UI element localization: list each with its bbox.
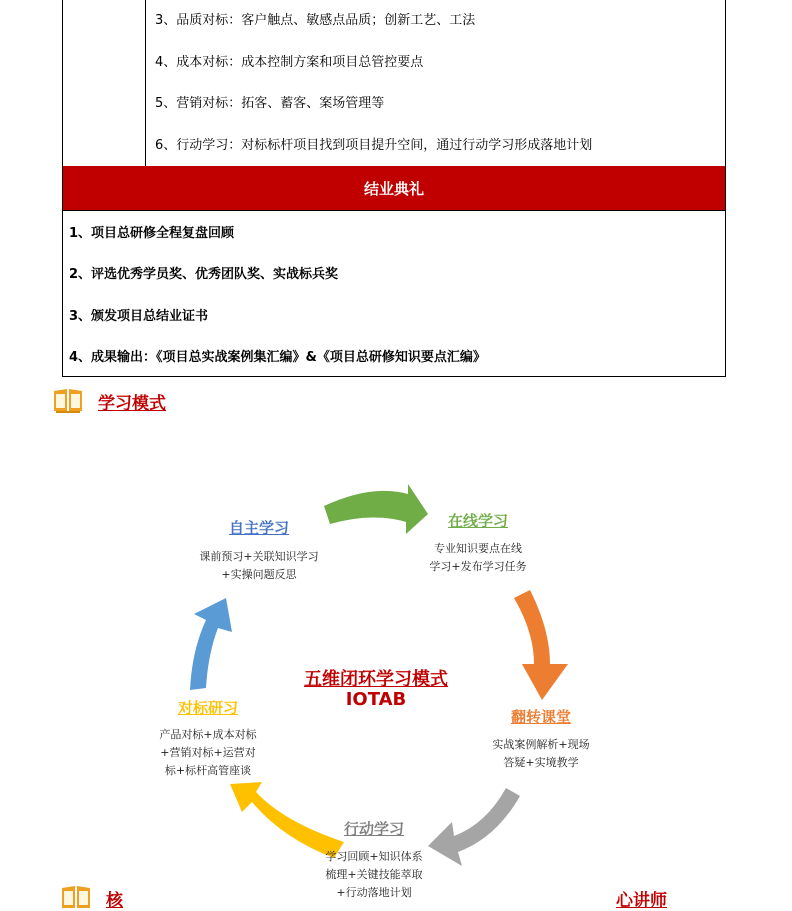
node-title-online: 在线学习 (447, 512, 509, 530)
desc-line: 实战案例解析+现场 (492, 738, 590, 751)
book-icon (60, 884, 92, 910)
desc-line: 答疑+实境教学 (503, 756, 579, 769)
graduation-item: 3、颁发项目总结业证书 (69, 309, 209, 324)
diagram-center-title: 五维闭环学习模式 (304, 669, 448, 690)
arrow-yellow (230, 782, 344, 858)
desc-line: 专业知识要点在线 (434, 542, 522, 555)
arrow-green (324, 484, 428, 534)
desc-line: 梳理+关键技能萃取 (325, 868, 423, 881)
diagram-center-subtitle: IOTAB (345, 689, 407, 710)
graduation-banner: 结业典礼 (63, 166, 725, 210)
desc-line: 学习回顾+知识体系 (325, 850, 423, 863)
node-title-flip-class: 翻转课堂 (510, 708, 572, 726)
desc-line: 课前预习+关联知识学习 (199, 550, 319, 563)
node-title-benchmark: 对标研习 (177, 699, 239, 717)
desc-line: +行动落地计划 (336, 886, 412, 899)
graduation-item: 4、成果输出：《项目总实战案例集汇编》&《项目总研修知识要点汇编》 (69, 350, 486, 365)
arrow-orange (514, 590, 568, 700)
table-row: 6、行动学习：对标标杆项目找到项目提升空间，通过行动学习形成落地计划 (155, 138, 593, 153)
desc-line: +实操问题反思 (221, 568, 297, 581)
graduation-item: 1、项目总研修全程复盘回顾 (69, 226, 235, 241)
desc-line: +营销对标+运营对 (160, 746, 256, 759)
node-desc-action (325, 848, 422, 902)
desc-line: 标+标杆高管座谈 (164, 764, 252, 777)
section-title-learning-mode: 学习模式 (98, 394, 166, 414)
node-desc-self-study (199, 548, 318, 584)
arrow-gray (428, 788, 520, 866)
node-desc-online (429, 540, 526, 576)
table-row: 5、营销对标：拓客、蓄客、案场管理等 (155, 96, 385, 111)
node-desc-flip-class (492, 736, 589, 772)
section-title-core: 核 (106, 891, 123, 911)
node-title-self-study: 自主学习 (228, 519, 290, 537)
table-row: 3、品质对标：客户触点、敏感点品质；创新工艺、工法 (155, 13, 476, 28)
table-row: 4、成本对标：成本控制方案和项目总管控要点 (155, 55, 424, 70)
graduation-item: 2、评选优秀学员奖、优秀团队奖、实战标兵奖 (69, 267, 339, 282)
node-title-action: 行动学习 (343, 820, 405, 838)
node-desc-benchmark (159, 726, 256, 780)
section-title-core-lecturers: 心讲师 (616, 891, 667, 911)
desc-line: 学习+发布学习任务 (429, 560, 527, 573)
desc-line: 产品对标+成本对标 (159, 728, 257, 741)
arrow-blue (190, 598, 232, 690)
